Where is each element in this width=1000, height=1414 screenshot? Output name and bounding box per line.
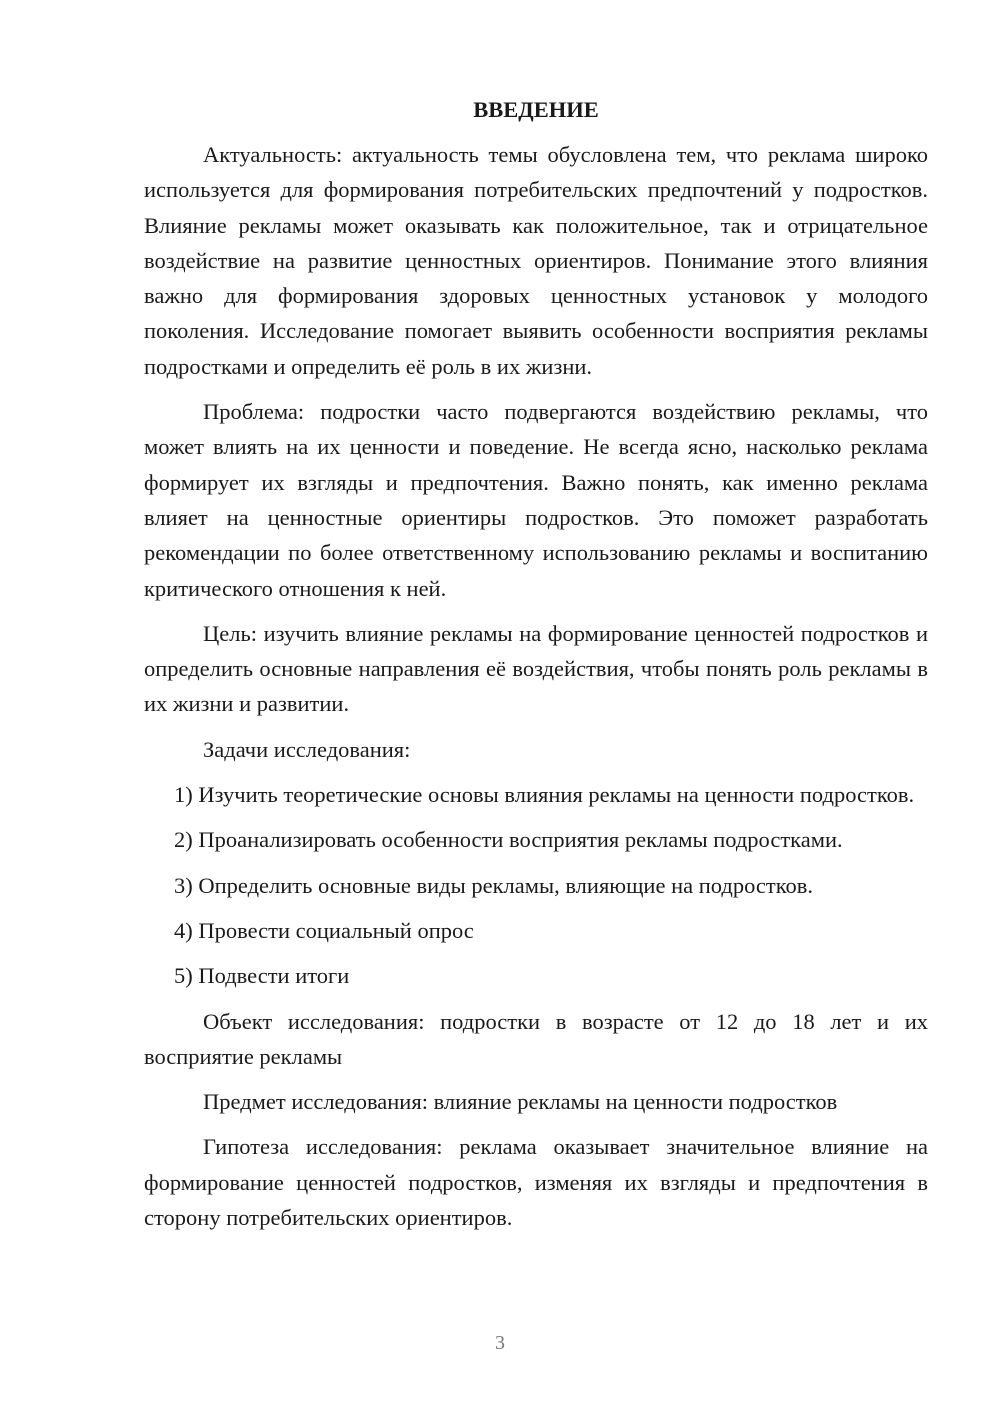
paragraph-object: Объект исследования: подростки в возрасте от 12 до 18 лет и их восприятие рекламы [144,1008,928,1069]
page-title: ВВЕДЕНИЕ [473,97,599,122]
paragraph-relevance: Актуальность: актуальность темы обусловлена тем, что реклама широко используется для формирования потребительских предпочтений у подростков. Влияние рекламы может оказывать как положительное, так и отрицательное воздействие на развитие ценностных ориентиров. Понимание этого влияния важно для формирования здоровых ценностных установок у молодого поколения. Исследование помогает выявить особенности восприятия рекламы подростками и определить её роль в их жизни. [144,142,928,379]
paragraph-problem: Проблема: подростки часто подвергаются воздействию рекламы, что может влиять на их ценности и поведение. Не всегда ясно, насколько реклама формирует их взгляды и предпочтения. Важно понять, как именно реклама влияет на ценностные ориентиры подростков. Это поможет разработать рекомендации по более ответственному использованию рекламы и воспитанию критического отношения к ней. [144,399,928,601]
paragraph-goal: Цель: изучить влияние рекламы на формирование ценностей подростков и определить основные направления её воздействия, чтобы понять роль рекламы в их жизни и развитии. [144,620,928,717]
list-item: 1) Изучить теоретические основы влияния рекламы на ценности подростков. [174,782,915,808]
page-number: 3 [495,1332,505,1354]
page-content [144,92,928,1245]
paragraph-hypothesis: Гипотеза исследования: реклама оказывает значительное влияние на формирование ценностей подростков, изменяя их взгляды и предпочтения в сторону потребительских ориентиров. [144,1134,928,1231]
list-item: 2) Проанализировать особенности восприятия рекламы подростками. [174,827,843,853]
list-item: 5) Подвести итоги [174,963,350,989]
list-item: 3) Определить основные виды рекламы, влияющие на подростков. [174,872,813,898]
paragraph-subject: Предмет исследования: влияние рекламы на ценности подростков [203,1089,838,1115]
tasks-heading: Задачи исследования: [203,736,411,762]
tasks-list [144,777,928,993]
list-item: 4) Провести социальный опрос [174,917,474,943]
